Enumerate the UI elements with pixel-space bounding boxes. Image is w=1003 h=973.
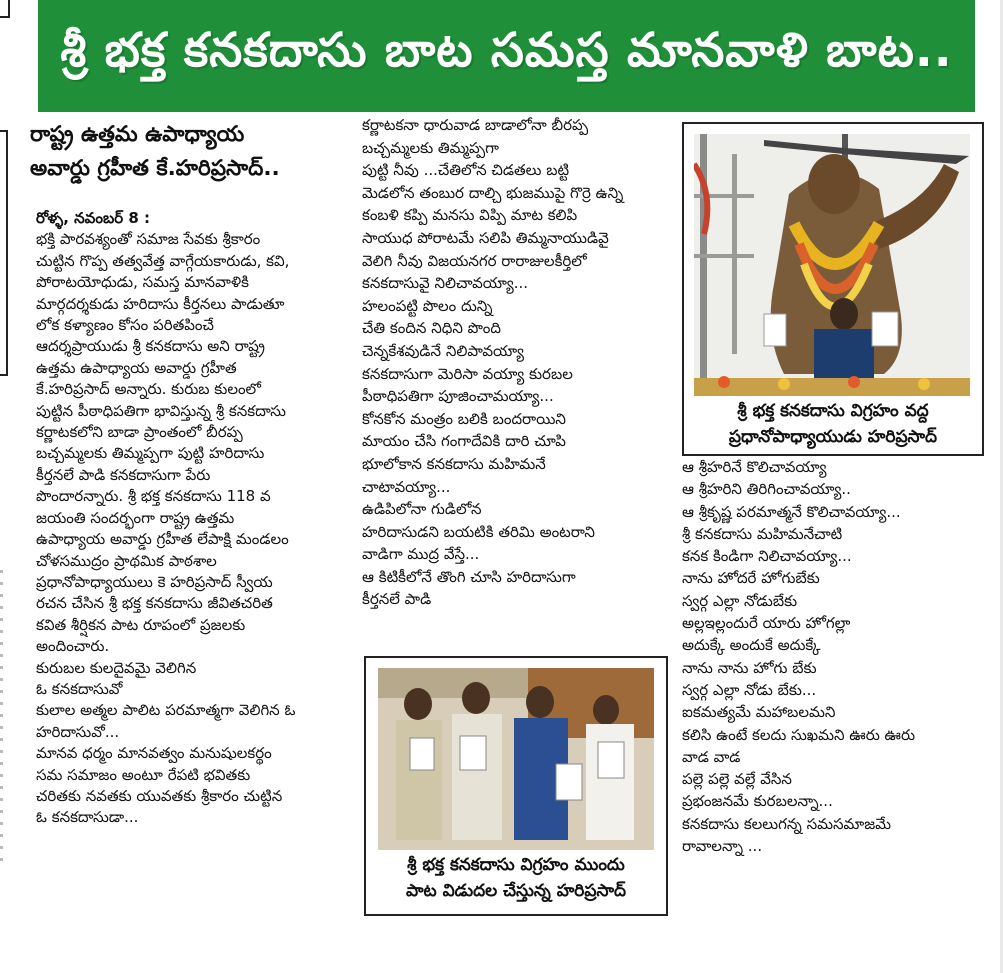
text-line: జయంతి సందర్భంగా రాష్ట్ర ఉత్తమ: [36, 508, 235, 527]
text-line: కనకదాసువై నిలిచావయ్యా...: [362, 274, 529, 293]
text-line: కలిసి ఉంటే కలదు సుఖమని ఊరు ఊరు: [682, 725, 916, 744]
text-line: ఓ కనకదాసుడా...: [36, 808, 139, 827]
dateline: రోళ్ళ, నవంబర్ 8 :: [36, 209, 150, 227]
text-line: ఆ శ్రీహరిని తిరిగించావయ్యా..: [682, 480, 851, 499]
column-lines: [682, 456, 982, 857]
headline-line: రాష్ట్ర ఉత్తమ ఉపాధ్యాయ: [30, 122, 245, 147]
text-line: ఆ శ్రీహరినే కొలిచావయ్యా: [682, 458, 827, 476]
statue-photo-frame: [682, 122, 984, 456]
text-line: కర్ణాటకనా ధారువాడ బాడాలోనా బీరప్ప: [362, 116, 589, 134]
text-line: ఆ శ్రీకృష్ణ పరమాత్మనే కొలిచావయ్యా...: [682, 502, 901, 521]
text-line: ఉత్తమ ఉపాధ్యాయ అవార్డు గ్రహీత: [36, 358, 237, 377]
text-line: చుట్టిన గొప్ప తత్వవేత్త వాగ్గేయకారుడు, కవి,: [36, 251, 290, 270]
text-line: ఐకమత్యమే మహాబలమని: [682, 703, 836, 722]
text-line: అందించారు.: [36, 637, 110, 656]
group-photo-frame: [364, 656, 668, 916]
text-line: చెన్నకేశవుడినే నిలిపావయ్యా: [362, 341, 524, 360]
text-line: మార్గదర్శకుడు హరిదాసు కీర్తనలు పాడుతూ: [36, 294, 285, 313]
group-photo-caption: [374, 852, 658, 904]
headline-line: అవార్డు గ్రహీత కే.హరిప్రసాద్..: [30, 156, 280, 181]
caption-line: పాట విడుదల చేస్తున్న హరిప్రసాద్: [406, 881, 626, 901]
text-line: కనకదాసుగా మెరిసా వయ్యా కురబల: [362, 364, 573, 383]
text-line: చాటావయ్యా...: [362, 477, 451, 496]
article-column-1: [36, 208, 342, 829]
text-line: ఆ కిటికీలోనే తొంగి చూసి హరిదాసుగా: [362, 567, 576, 586]
text-line: పల్లె పల్లె వల్లే వేసిన: [682, 770, 792, 789]
text-line: కీర్తనలే పాడి: [362, 590, 432, 609]
text-line: పుట్టిన పీఠాధిపతిగా భావిస్తున్న శ్రీ కనకదాసు: [36, 401, 286, 420]
column-lines: [36, 229, 342, 828]
caption-line: శ్రీ భక్త కనకదాసు విగ్రహం ముందు: [407, 855, 625, 875]
text-line: స్వర్గ ఎల్లా నోడు బేకు...: [682, 680, 817, 699]
group-photo: [378, 668, 654, 850]
text-line: చరితకు నవతకు యువతకు శ్రీకారం చుట్టిన: [36, 786, 283, 805]
text-line: కే.హరిప్రసాద్ అన్నారు. కురుబ కులంలో: [36, 380, 261, 399]
text-line: కులాల అత్మల పాలిట పరమాత్మగా వెలిగిన ఓ: [36, 701, 296, 720]
text-line: ఉడిపిలోనా గుడిలోన: [362, 500, 482, 519]
text-line: రావాలన్నా ...: [682, 837, 763, 856]
text-line: ఓ కనకదాసువో: [36, 679, 123, 698]
group-photo-illustration: [378, 668, 654, 850]
text-line: హలంపట్టి పొలం దున్ని: [362, 296, 493, 315]
page-edge-fragment: [0, 570, 3, 870]
statue-photo-caption: [692, 398, 974, 450]
text-line: భూలోకాన కనకదాసు మహిమనే: [362, 454, 546, 473]
statue-photo-illustration: [694, 134, 970, 396]
text-line: బచ్చమ్మలకు తిమ్మప్పగా పుట్టి హరిదాసు: [36, 444, 265, 463]
text-line: వాడిగా ముద్ర వేస్తే...: [362, 545, 480, 564]
text-line: స్వర్గ ఎల్లా నోడుబేకు: [682, 591, 798, 610]
text-line: కవిత శీర్షికన పాట రూపంలో ప్రజలకు: [36, 615, 246, 634]
text-line: కర్ణాటకలోని బాడా ప్రాంతంలో బీరప్ప: [36, 423, 243, 442]
page-edge-fragment: [0, 130, 8, 376]
text-line: పొందారన్నారు. శ్రీ భక్త కనకదాసు 118 వ: [36, 487, 271, 506]
text-line: వాడ వాడ: [682, 747, 741, 766]
caption-line: ప్రధానోపాధ్యాయుడు హరిప్రసాద్: [728, 427, 938, 447]
column-lines: [362, 114, 672, 611]
article-headline: [30, 118, 360, 186]
text-line: పుట్టి నీవు ...చేతిలోన చిడతలు బట్టి: [362, 161, 570, 180]
text-line: కోనకోన మంత్రం బలికి బందరాయిని: [362, 409, 566, 428]
text-line: అదుక్కే అందుకే అదుక్కే: [682, 636, 821, 655]
text-line: శ్రీ కనకదాసు మహిమనేచాటి: [682, 524, 843, 543]
text-line: ఆదర్శప్రాయుడు శ్రీ కనకదాసు అని రాష్ట్ర: [36, 337, 265, 356]
text-line: చోళసముద్రం ప్రాథమిక పాఠశాల: [36, 551, 217, 570]
text-line: బచ్చమ్మలకు తిమ్మప్పగా: [362, 138, 499, 157]
text-line: లోక కళ్యాణం కోసం పరితపించే: [36, 316, 214, 335]
text-line: ఉపాధ్యాయ అవార్డు గ్రహీత లేపాక్షి మండలం: [36, 530, 289, 549]
text-line: మాయం చేసి గంగాదేవికి దారి చూపి: [362, 432, 566, 451]
text-line: పీఠాధిపతిగా పూజించామయ్యా...: [362, 387, 554, 406]
text-line: వెలిగి నీవు విజయనగర రారాజులకీర్తిలో: [362, 251, 587, 270]
text-line: కీర్తనలే పాడి కనకదాసుగా పేరు: [36, 465, 211, 484]
text-line: నాను హోదరే హోగుబేకు: [682, 569, 820, 588]
text-line: సమ సమాజం అంటూ రేపటి భవితకు: [36, 765, 251, 784]
caption-line: శ్రీ భక్త కనకదాసు విగ్రహం వద్ద: [737, 401, 929, 421]
text-line: కనకదాసు కలలుగన్న సమసమాజమే: [682, 814, 892, 833]
text-line: నాను నాను హోగు బేకు: [682, 658, 817, 677]
text-line: చేతి కందిన నిధిని పొంది: [362, 319, 501, 338]
text-line: పోరాటయోధుడు, సమస్త మానవాళికి: [36, 273, 249, 292]
text-line: భక్తి పారవశ్యంతో సమాజ సేవకు శ్రీకారం: [36, 230, 261, 249]
article-column-2: [362, 114, 672, 611]
text-line: హరిదాసువో...: [36, 722, 120, 741]
headline-banner: [38, 0, 975, 112]
banner-title: శ్రీ భక్త కనకదాసు బాట సమస్త మానవాళి బాట..: [60, 23, 953, 78]
text-line: కురుబల కులదైవమై వెలిగిన: [36, 658, 197, 677]
text-line: కంబళి కప్పి మనసు విప్పి మాట కలిపి: [362, 206, 578, 225]
page-edge-fragment: [0, 0, 10, 18]
text-line: మెడలోన తంబుర దాల్చి భుజముపై గొర్రె ఉన్ని: [362, 183, 624, 202]
article-column-3: [682, 456, 982, 857]
text-line: హరిదాసుడని బయటికి తరిమి అంటరాని: [362, 522, 595, 541]
statue-photo: [694, 134, 970, 396]
text-line: మానవ ధర్మం మానవత్వం మనుషులకర్థం: [36, 744, 272, 763]
text-line: రచన చేసిన శ్రీ భక్త కనకదాసు జీవితచరిత: [36, 594, 273, 613]
text-line: సాయుధ పోరాటమే సలిపి తిమ్మనాయుడివై: [362, 228, 609, 247]
text-line: ప్రభంజనమే కురబలన్నా...: [682, 792, 833, 811]
text-line: కనక కిండిగా నిలిచావయ్యా...: [682, 547, 852, 566]
text-line: ప్రధానోపాధ్యాయులు కె హరిప్రసాద్ స్వీయ: [36, 572, 273, 591]
text-line: అల్లఇల్లందురే యారు హోగల్లా: [682, 614, 851, 633]
